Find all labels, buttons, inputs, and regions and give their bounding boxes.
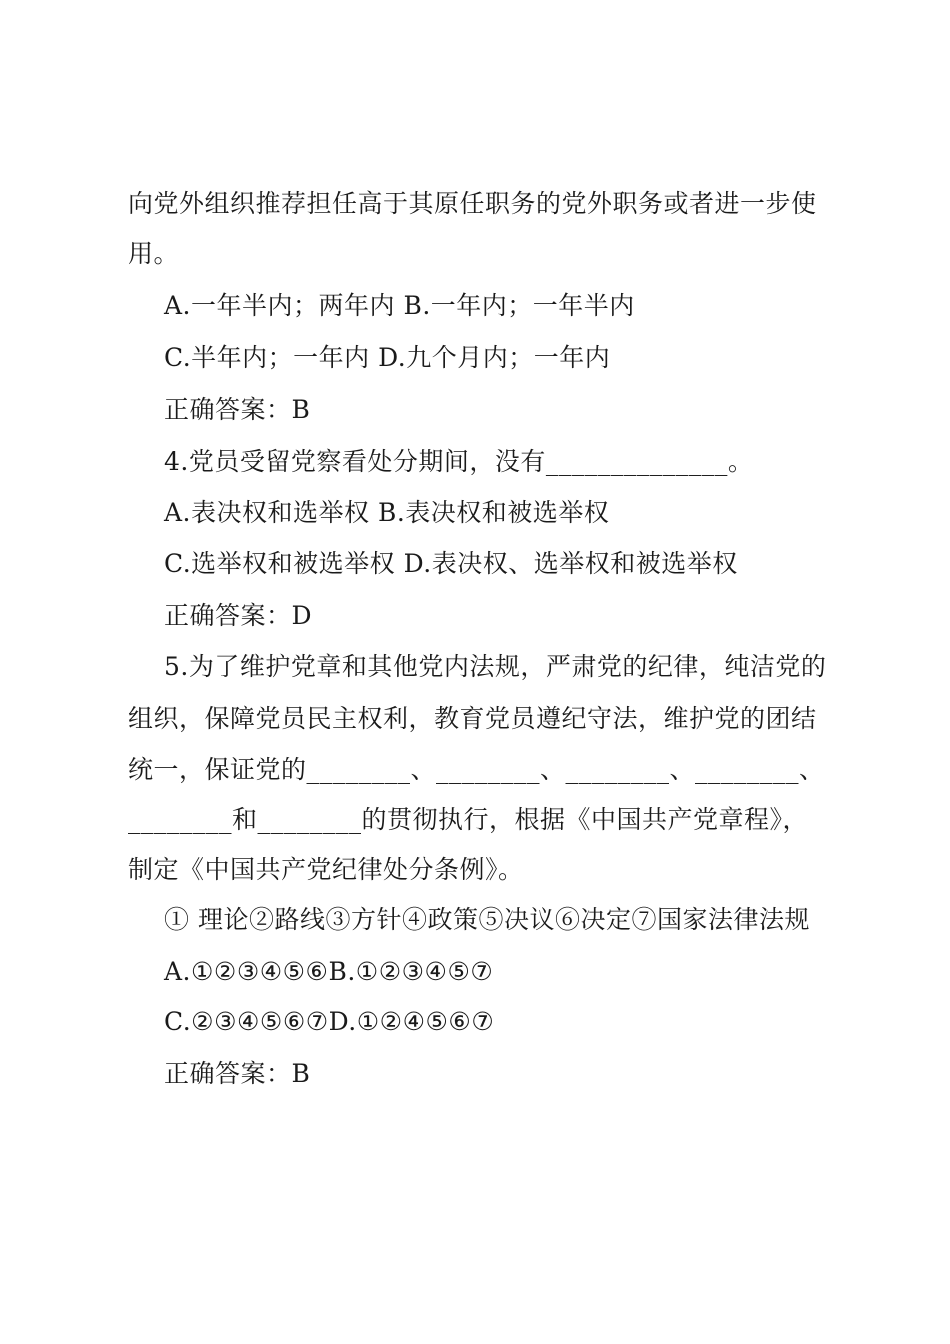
q5-stem-line-5: 制定《中国共产党纪律处分条例》。 [128,855,524,884]
q5-stem-line-2: 组织，保障党员民主权利，教育党员遵纪守法，维护党的团结 [128,704,817,733]
q4-options-cd: C.选举权和被选举权 D.表决权、选举权和被选举权 [164,549,738,578]
q5-options-cd: C.②③④⑤⑥⑦D.①②④⑤⑥⑦ [164,1007,495,1036]
q5-stem-line-3: 统一，保证党的________、________、________、________、 [128,755,825,784]
continuation-text-line-1: 向党外组织推荐担任高于其原任职务的党外职务或者进一步使 [128,189,817,218]
q5-answer: 正确答案：B [164,1059,311,1088]
continuation-text-line-2: 用。 [128,239,180,268]
q5-stem-line-4: ________和________的贯彻执行，根据《中国共产党章程》， [128,805,809,834]
q3-options-ab: A.一年半内；两年内 B.一年内；一年半内 [164,291,635,320]
q4-answer: 正确答案：D [164,601,313,630]
q4-stem: 4.党员受留党察看处分期间，没有______________。 [164,447,754,476]
q5-items: ① 理论②路线③方针④政策⑤决议⑥决定⑦国家法律法规 [164,905,810,934]
q3-answer: 正确答案：B [164,395,311,424]
q4-options-ab: A.表决权和选举权 B.表决权和被选举权 [164,498,610,527]
q5-stem-line-1: 5.为了维护党章和其他党内法规，严肃党的纪律，纯洁党的 [164,652,827,681]
q5-options-ab: A.①②③④⑤⑥B.①②③④⑤⑦ [164,957,494,986]
q3-options-cd: C.半年内；一年内 D.九个月内；一年内 [164,343,611,372]
